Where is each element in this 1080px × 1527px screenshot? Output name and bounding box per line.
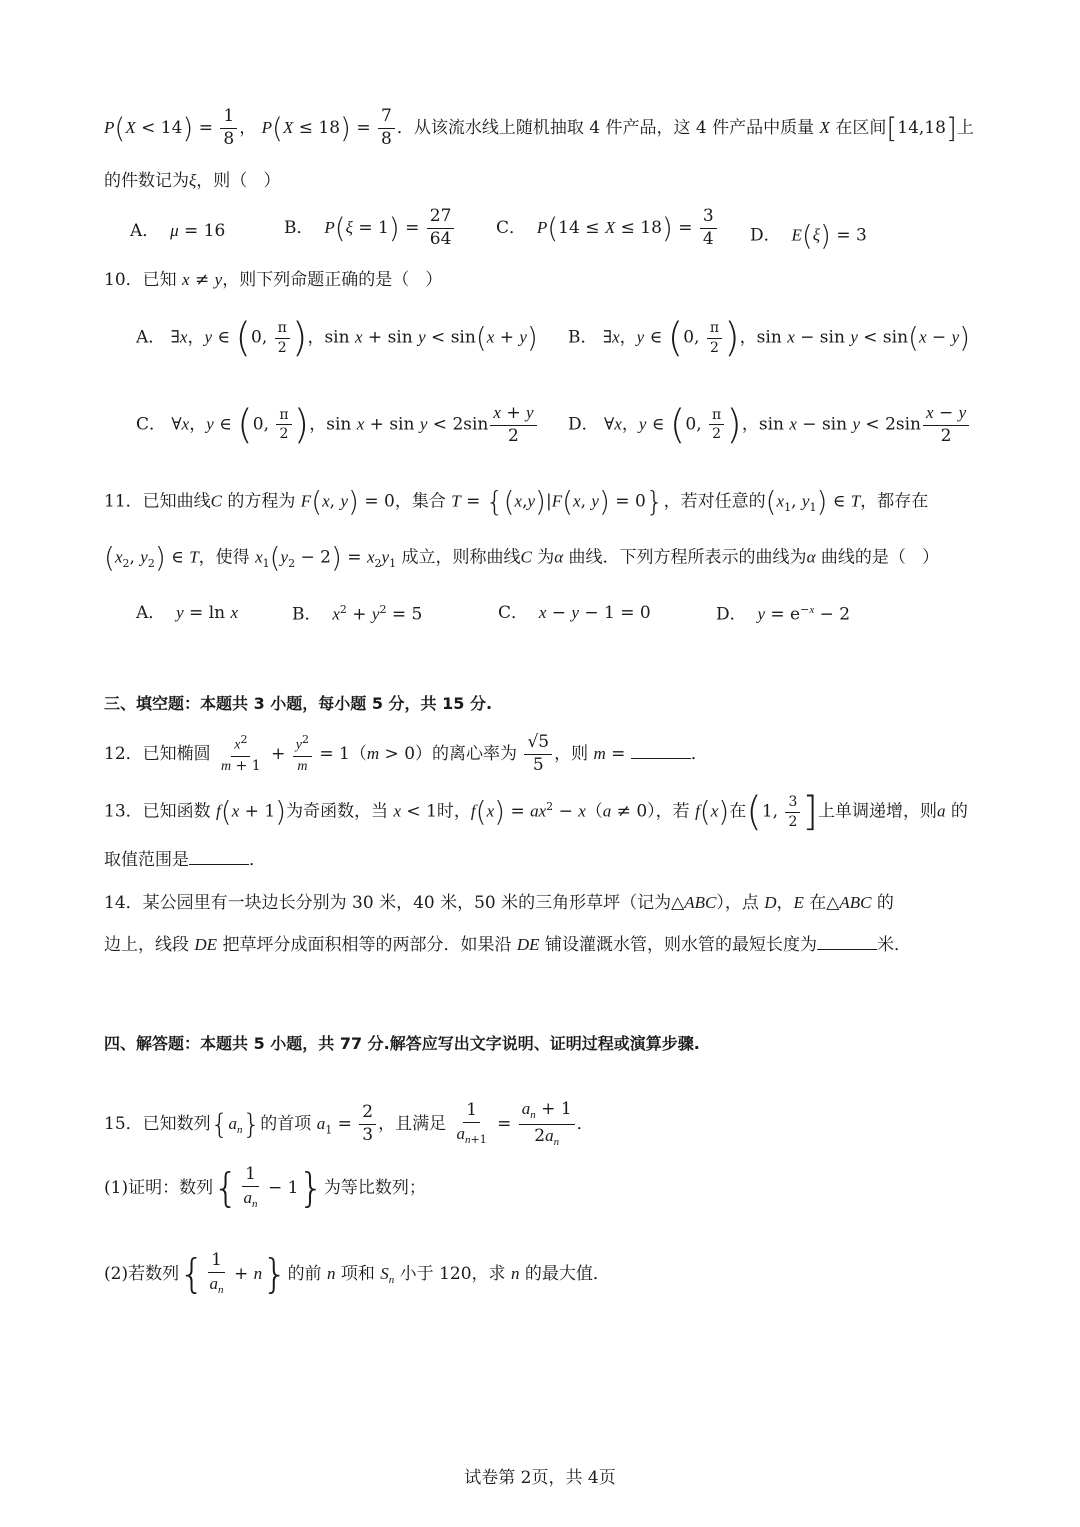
q9-line1: P(X < 14) = $\frac{1}{8}$ ， P(X ≤ 18) = $\frac{7}{8}$ ．从该流水线上随机抽取 4 件产品，这 4 件产品中质量 X 在区间[14,18]上 [104,106,974,149]
q15-stem: 15．已知数列$\{a_n\}$的首项 $a_1$ = $\frac{2}{3}$ ，且满足 $\frac{1}{a_{n+1}}$ = $\frac{a_n + 1}{2a_n}$ ． [104,1099,594,1149]
q14-line1: 14．某公园里有一块边长分别为 30 米，40 米，50 米的三角形草坪（记为△ABC），点 D，E 在△ABC 的 [104,893,894,913]
q11-option-a: A． y = ln x [136,603,239,623]
q9-option-a: A． μ = 16 [130,221,226,241]
q15-part2: (2)若数列{ $\frac{1}{a_n}$ + n}的前 n 项和 $S_n$ 小于 120，求 n 的最大值． [104,1250,610,1298]
q9-option-b: B． P(ξ = 1) = $\frac{27}{64}$ [284,208,456,249]
q13-line1: 13．已知函数 f(x + 1)为奇函数，当 x < 1时，$f(x) = ax^2 - x(a \ne 0)$，若 f(x)在(1, $\frac{3}{2}$ ]上单调递增，则a 的 [104,789,968,835]
q11-line2: ($x_2$, $y_2$) ∈ T，使得 $x_1(y_2 - 2) = x_2y_1$ 成立，则称曲线C 为α 曲线．下列方程所表示的曲线为α 曲线的是（ ） [104,541,940,574]
q15-part1: (1)证明：数列{ $\frac{1}{a_n}$ − 1}为等比数列； [104,1164,426,1212]
q13-line2: 取值范围是 ． [104,850,266,870]
q10-stem: 10．已知 x ≠ y，则下列命题正确的是（ ） [104,270,443,290]
section-3-heading: 三、填空题：本题共 3 小题，每小题 5 分，共 15 分. [104,694,493,713]
q11-option-c: C． x − y − 1 = 0 [498,603,651,623]
q12: 12．已知椭圆 $\frac{x^2}{m + 1}$ + $\frac{y^2}{m}$ = 1（m > 0）的离心率为 $\frac{√5}{5}$ ，则 m = ． [104,732,708,775]
q11-line1: 11．已知曲线C 的方程为 F(x, y) = 0，集合 T = {(x,y)|F(x, y) = 0}，若对任意的($x_1$, $y_1$) ∈ T，都存在 [104,485,929,518]
q9-line2: 的件数记为ξ，则（ ） [104,171,281,191]
page-footer: 试卷第 2页，共 4页 [464,1468,616,1488]
q10-option-d: D． ∀x，y ∈ (0, $\frac{\pi}{2}$ )，sin x − sin y < 2sin $\frac{x - y}{2}$ [568,404,971,446]
q10-option-b: B． ∃x，y ∈ (0, $\frac{\pi}{2}$ )，sin x − sin y < sin(x − y) [568,315,971,361]
q11-option-d: D． $y = e^{-x} - 2$ [716,603,851,625]
q11-option-b: B． $x^2 + y^2 = 5$ [292,603,423,625]
q9-option-d: D． E(ξ) = 3 [750,219,867,252]
q10-option-a: A． ∃x，y ∈ (0, $\frac{\pi}{2}$ )，sin x + sin y < sin(x + y) [136,315,538,361]
q9-a [0,0,1,1]
section-4-heading: 四、解答题：本题共 5 小题，共 77 分.解答应写出文字说明、证明过程或演算步骤. [104,1034,700,1053]
q9-option-c: C． P(14 ≤ X ≤ 18) = $\frac{3}{4}$ [496,208,719,249]
q10-option-c: C． ∀x，y ∈ (0, $\frac{\pi}{2}$ )，sin x + sin y < 2sin $\frac{x + y}{2}$ [136,404,539,446]
q14-line2: 边上，线段 DE 把草坪分成面积相等的两部分．如果沿 DE 铺设灌溉水管，则水管的最短长度为 米． [104,935,911,955]
